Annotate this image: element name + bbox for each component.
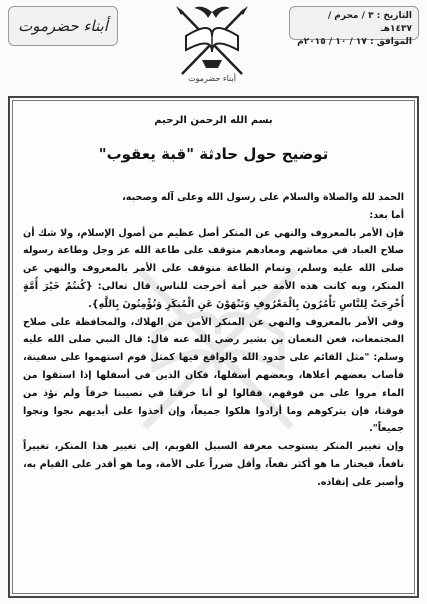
date-gregorian: الموافق : ١٧ / ١٠ / ٢٠١٥م bbox=[297, 37, 412, 47]
date-box bbox=[289, 6, 419, 47]
paragraph-greeting: الحمد لله والصلاة والسلام على رسول الله وعلى آله وصحبه، bbox=[122, 192, 404, 203]
content-frame bbox=[8, 96, 419, 598]
paragraph-principle: فإن الأمر بالمعروف والنهي عن المنكر أصل عظيم من أصول الإسلام، ولا شك أن صلاح العباد في معاشهم ومعادهم متوقف على طاعة الله عز وجل وطاعة رسوله صلى الله عليه وسلم، وتمام الطاعة متوقف على الأمر بالمعروف والنهي عن المنكر، وبه كانت هذه الأمة خير أمة أخرجت للناس، قال تعالى: {كُنتُمْ خَيْرَ أُمَّةٍ أُخْرِجَتْ لِلنَّاسِ تَأْمُرُونَ بِالْمَعْرُوفِ وَتَنْهَوْنَ عَنِ الْمُنكَرِ وَتُؤْمِنُونَ بِاللَّهِ}. bbox=[23, 227, 404, 310]
content-area bbox=[12, 100, 415, 594]
paragraph-changing-munkar: وإن تغيير المنكر يستوجب معرفة السبيل القويم، إلى تغيير هذا المنكر، تغييراً نافعاً، فيختار ما هو أكثر نفعاً، وأقل ضرراً على الأمة، وما هو أقدر على القيام به، وأصبر على إنفاذه. bbox=[23, 441, 404, 488]
paragraph-amma-baad: أما بعد: bbox=[369, 209, 404, 221]
document-title: توضيح حول حادثة "قبة يعقوب" bbox=[98, 145, 329, 163]
brand-logo-text: أبناء حضرموت bbox=[18, 17, 108, 35]
basmala: بسم الله الرحمن الرحيم bbox=[154, 115, 273, 126]
document-body bbox=[23, 189, 404, 492]
letterhead bbox=[0, 0, 427, 95]
emblem-caption: أبناء حضرموت bbox=[188, 74, 236, 83]
date-hijri: التاريخ : ٣ / محرم / ١٤٣٧هـ bbox=[327, 11, 412, 34]
paragraph-hadith: وفي الأمر بالمعروف والنهي عن المنكر الأمن من الهلاك، والمحافظة على صلاح المجتمعات، فعن النعمان بن بشير رضي الله عنه قال: قال النبي صلى الله عليه وسلم: "مثل القائم على حدود الله والواقع فيها كمثل قوم استهموا على سفينة، فأصاب بعضهم أعلاها، وبعضهم أسفلها، فكان الذين في أسفلها إذا استقوا من الماء مروا على من فوقهم، فقالوا لو أنا خرقنا في نصيبنا خرقاً ولم نؤذ من فوقنا، فإن يتركوهم وما أرادوا هلكوا جميعاً، وإن أخذوا على أيديهم نجوا ونجوا جميعاً". bbox=[23, 316, 404, 435]
brand-logo bbox=[8, 6, 118, 46]
